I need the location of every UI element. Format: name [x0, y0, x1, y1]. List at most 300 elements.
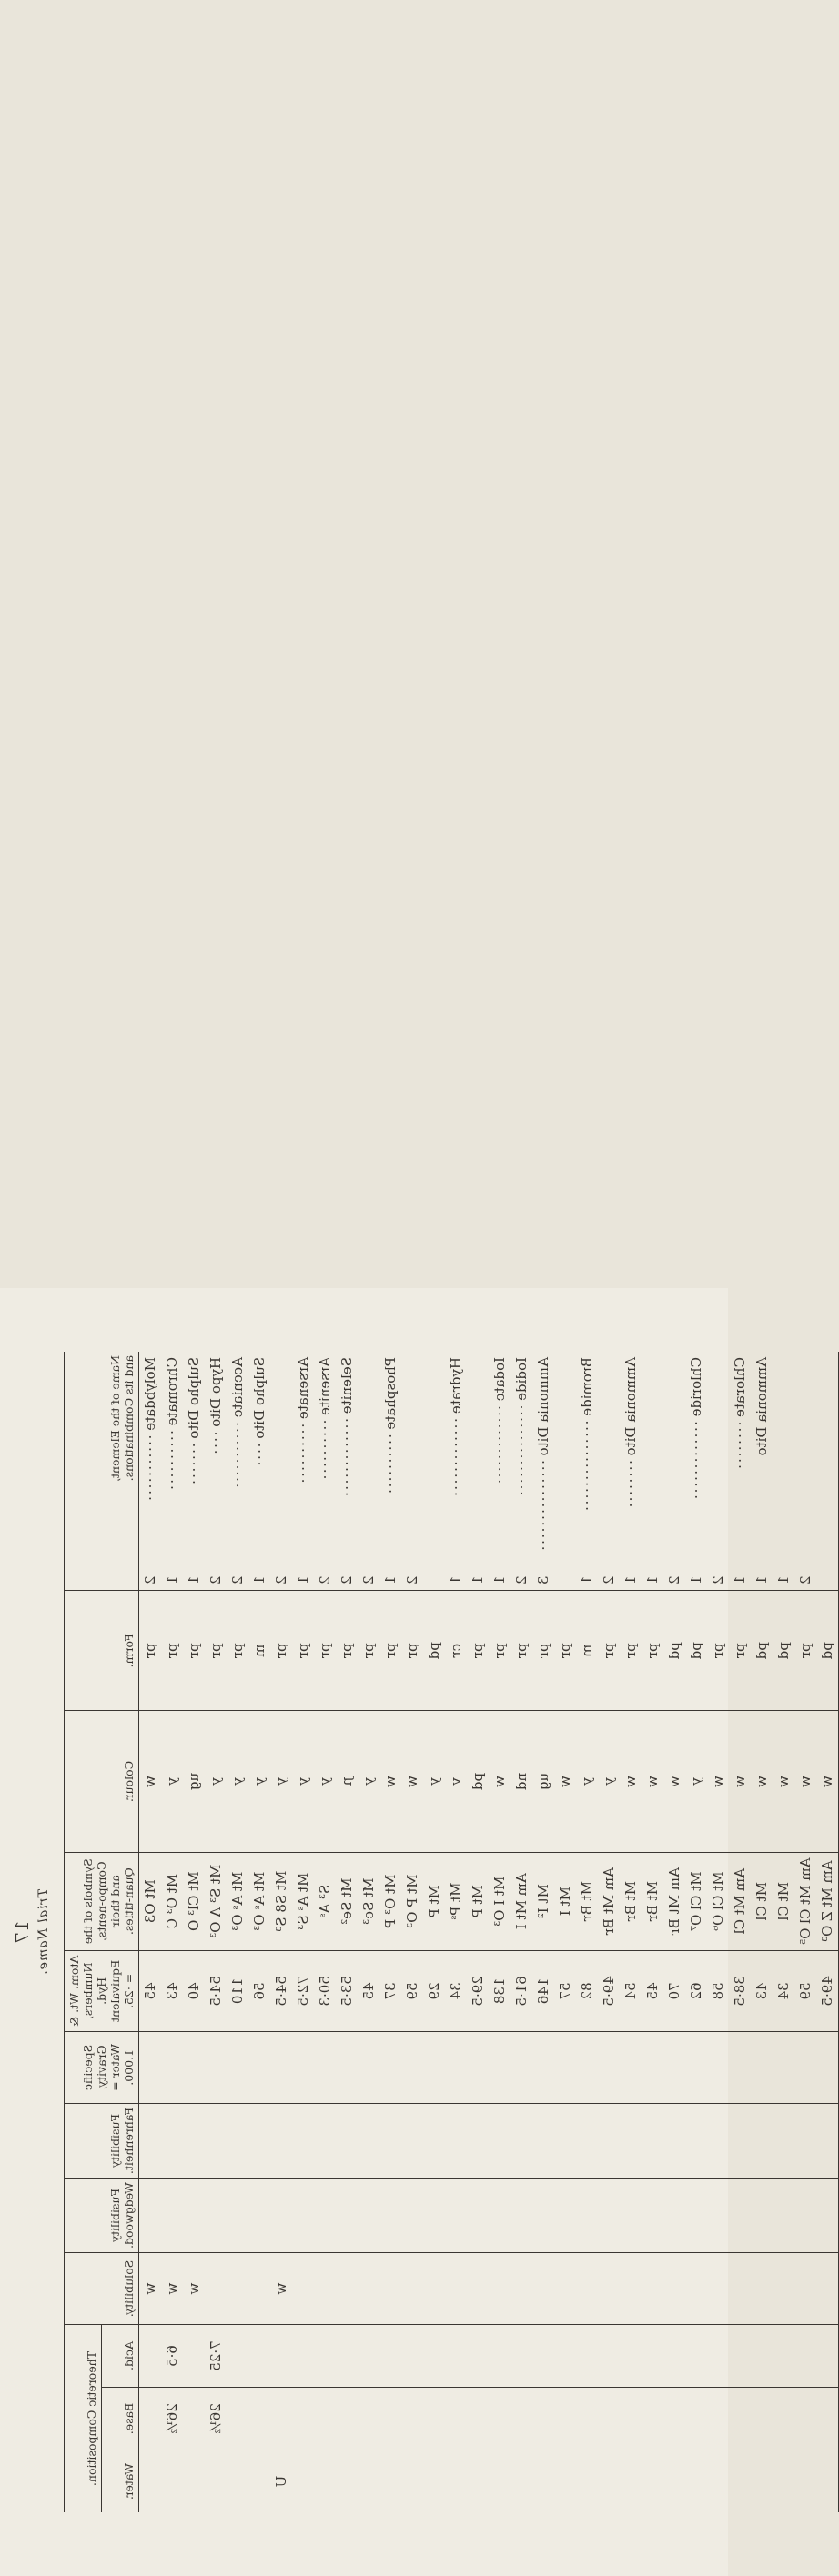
cell-acid — [532, 2325, 554, 2388]
cell-water — [227, 2450, 248, 2513]
cell-atwt: 62 — [685, 1950, 707, 2031]
cell-name — [248, 1352, 270, 1591]
cell-sg — [314, 2031, 336, 2103]
cell-symbols: Am Mt Cl O⁵ — [794, 1852, 816, 1950]
cell-acid — [685, 2325, 707, 2388]
cell-wed — [248, 2179, 270, 2253]
cell-acid — [314, 2325, 336, 2388]
cell-water — [445, 2450, 467, 2513]
cell-water — [467, 2450, 489, 2513]
cell-acid — [401, 2325, 423, 2388]
cell-atwt: 49·5 — [816, 1950, 839, 2031]
cell-symbols: Mt Br — [620, 1852, 642, 1950]
cell-fah — [598, 2103, 620, 2178]
row-name: Ammonia Dito — [753, 1357, 770, 1456]
row-name: Sulpho Dito — [251, 1357, 268, 1439]
cell-atwt: 138 — [489, 1950, 510, 2031]
cell-form: pr — [183, 1591, 205, 1711]
cell-symbols: Mt S³ A O³ — [205, 1852, 227, 1950]
cell-water — [707, 2450, 729, 2513]
cell-sg — [445, 2031, 467, 2103]
cell-sol — [576, 2253, 598, 2325]
cell-atwt: 45 — [358, 1950, 379, 2031]
cell-name — [510, 1352, 532, 1591]
cell-acid — [336, 2325, 358, 2388]
cell-base: 26½ — [161, 2388, 183, 2450]
cell-symbols: Mt I O³ — [489, 1852, 510, 1950]
cell-sg — [751, 2031, 773, 2103]
cell-colour: pd — [467, 1711, 489, 1852]
row-name: Arsenite — [317, 1357, 333, 1415]
cell-symbols: Mt I — [554, 1852, 576, 1950]
cell-name — [401, 1352, 423, 1591]
cell-base — [554, 2388, 576, 2450]
table-row — [445, 1352, 467, 2512]
cell-wed — [554, 2179, 576, 2253]
col-atomic-weight: Atom. Wt. & Numbers, Hyd. Equivalent = ·25. — [65, 1950, 139, 2031]
row-dots: ···· — [207, 1431, 224, 1456]
row-name: Arsenate — [295, 1357, 311, 1420]
table-row — [183, 1352, 205, 2512]
cell-form: pr — [489, 1591, 510, 1711]
cell-water — [314, 2450, 336, 2513]
cell-fah — [663, 2103, 685, 2178]
cell-sg — [292, 2031, 314, 2103]
row-number: 2 — [207, 1575, 224, 1585]
cell-acid — [773, 2325, 794, 2388]
cell-fah — [620, 2103, 642, 2178]
cell-wed — [598, 2179, 620, 2253]
cell-fah — [336, 2103, 358, 2178]
cell-sg — [270, 2031, 292, 2103]
cell-form: pr — [336, 1591, 358, 1711]
cell-wed — [510, 2179, 532, 2253]
cell-water — [379, 2450, 401, 2513]
cell-name — [729, 1352, 751, 1591]
cell-atwt: 50·3 — [314, 1950, 336, 2031]
cell-wed — [292, 2179, 314, 2253]
row-number: 2 — [229, 1575, 246, 1585]
cell-form: pd — [751, 1591, 773, 1711]
cell-sol — [642, 2253, 663, 2325]
cell-sg — [707, 2031, 729, 2103]
cell-acid — [139, 2325, 162, 2388]
cell-wed — [423, 2179, 445, 2253]
cell-sol — [248, 2253, 270, 2325]
cell-water — [336, 2450, 358, 2513]
row-number: 1 — [470, 1575, 486, 1585]
row-number: 1 — [732, 1575, 748, 1585]
row-number: 1 — [688, 1575, 704, 1585]
cell-base — [489, 2388, 510, 2450]
cell-name — [227, 1352, 248, 1591]
cell-sol: w — [139, 2253, 162, 2325]
cell-form: pr — [707, 1591, 729, 1711]
cell-fah — [532, 2103, 554, 2178]
cell-wed — [336, 2179, 358, 2253]
cell-sol — [205, 2253, 227, 2325]
cell-atwt: 56 — [248, 1950, 270, 2031]
cell-base — [227, 2388, 248, 2450]
cell-sol: w — [161, 2253, 183, 2325]
cell-acid — [183, 2325, 205, 2388]
cell-fah — [183, 2103, 205, 2178]
page-number: 17 — [11, 1920, 33, 1944]
cell-water — [794, 2450, 816, 2513]
cell-sg — [379, 2031, 401, 2103]
cell-colour: y — [423, 1711, 445, 1852]
cell-acid — [598, 2325, 620, 2388]
cell-acid — [270, 2325, 292, 2388]
cell-wed — [707, 2179, 729, 2253]
table-body — [139, 1352, 839, 2512]
cell-sg — [161, 2031, 183, 2103]
cell-water — [401, 2450, 423, 2513]
cell-acid — [707, 2325, 729, 2388]
cell-base — [139, 2388, 162, 2450]
cell-form: pd — [773, 1591, 794, 1711]
cell-acid — [292, 2325, 314, 2388]
cell-base — [270, 2388, 292, 2450]
cell-form: pr — [139, 1591, 162, 1711]
cell-colour: y — [685, 1711, 707, 1852]
cell-name — [685, 1352, 707, 1591]
cell-wed — [751, 2179, 773, 2253]
cell-atwt: 59 — [401, 1950, 423, 2031]
row-name: Hydrate — [448, 1357, 464, 1414]
cell-fah — [423, 2103, 445, 2178]
cell-sg — [227, 2031, 248, 2103]
row-name: Hypo Dito — [207, 1357, 224, 1427]
cell-atwt: 34 — [445, 1950, 467, 2031]
cell-wed — [576, 2179, 598, 2253]
row-dots: ············· — [339, 1417, 355, 1498]
cell-fah — [445, 2103, 467, 2178]
cell-fah — [314, 2103, 336, 2178]
cell-sol — [663, 2253, 685, 2325]
cell-base — [314, 2388, 336, 2450]
cell-water — [751, 2450, 773, 2513]
cell-water — [489, 2450, 510, 2513]
cell-symbols: Am Mt I — [510, 1852, 532, 1950]
cell-fah — [554, 2103, 576, 2178]
cell-fah — [576, 2103, 598, 2178]
cell-colour: y — [161, 1711, 183, 1852]
row-name: Selenite — [339, 1357, 355, 1414]
cell-base — [467, 2388, 489, 2450]
row-dots: ········ — [622, 1460, 639, 1510]
cell-name — [532, 1352, 554, 1591]
cell-form: pr — [227, 1591, 248, 1711]
cell-form: pr — [205, 1591, 227, 1711]
cell-sol — [620, 2253, 642, 2325]
cell-base — [642, 2388, 663, 2450]
cell-wed — [227, 2179, 248, 2253]
row-name: Bromide — [579, 1357, 595, 1416]
cell-wed — [205, 2179, 227, 2253]
cell-acid — [663, 2325, 685, 2388]
cell-form: pr — [794, 1591, 816, 1711]
table-row — [467, 1352, 489, 2512]
row-number: 1 — [622, 1575, 639, 1585]
cell-symbols: Am Mt Br — [598, 1852, 620, 1950]
cell-colour: y — [576, 1711, 598, 1852]
col-water: Water. — [102, 2450, 139, 2513]
cell-symbols: Mt Aˢ O³ — [227, 1852, 248, 1950]
col-name — [65, 1352, 139, 1591]
col-name-sub: and its Combinations. — [122, 1355, 136, 1482]
table-row — [620, 1352, 642, 2512]
row-dots: ············· — [448, 1417, 464, 1498]
row-name: Iodate — [491, 1357, 508, 1402]
cell-fah — [161, 2103, 183, 2178]
cell-fah — [401, 2103, 423, 2178]
cell-water — [773, 2450, 794, 2513]
cell-colour: w — [707, 1711, 729, 1852]
table-row — [139, 1352, 162, 2512]
cell-form: pr — [358, 1591, 379, 1711]
table-row — [423, 1352, 445, 2512]
row-dots: ·········· — [295, 1423, 311, 1485]
row-dots: ·········· — [317, 1419, 333, 1482]
cell-base — [336, 2388, 358, 2450]
table-row — [794, 1352, 816, 2512]
cell-symbols: Mt Pˢ — [445, 1852, 467, 1950]
cell-sg — [401, 2031, 423, 2103]
cell-atwt: 54·5 — [270, 1950, 292, 2031]
cell-acid — [510, 2325, 532, 2388]
table-row — [379, 1352, 401, 2512]
cell-base — [598, 2388, 620, 2450]
cell-base — [620, 2388, 642, 2450]
cell-name — [205, 1352, 227, 1591]
cell-form: pr — [292, 1591, 314, 1711]
cell-water — [510, 2450, 532, 2513]
cell-sg — [598, 2031, 620, 2103]
cell-wed — [139, 2179, 162, 2253]
cell-fah — [510, 2103, 532, 2178]
cell-sol — [773, 2253, 794, 2325]
cell-water — [358, 2450, 379, 2513]
cell-symbols: Mt P O³ — [401, 1852, 423, 1950]
cell-symbols: Mt Br — [576, 1852, 598, 1950]
row-number: 1 — [491, 1575, 508, 1585]
row-number: 2 — [339, 1575, 355, 1585]
cell-water — [816, 2450, 839, 2513]
table-row — [205, 1352, 227, 2512]
cell-atwt: 57 — [554, 1950, 576, 2031]
cell-colour: y — [270, 1711, 292, 1852]
row-name: Ammonia Dito — [622, 1357, 639, 1456]
cell-name — [379, 1352, 401, 1591]
cell-sg — [816, 2031, 839, 2103]
row-number: 1 — [382, 1575, 399, 1585]
col-base: Base. — [102, 2388, 139, 2450]
cell-sol: w — [270, 2253, 292, 2325]
cell-atwt: 110 — [227, 1950, 248, 2031]
cell-fah — [205, 2103, 227, 2178]
cell-acid — [379, 2325, 401, 2388]
cell-base — [685, 2388, 707, 2450]
row-name: Phosphate — [382, 1357, 399, 1430]
cell-base — [358, 2388, 379, 2450]
cell-wed — [663, 2179, 685, 2253]
cell-sol — [598, 2253, 620, 2325]
cell-colour: y — [292, 1711, 314, 1852]
cell-symbols: Mt O3 — [139, 1852, 162, 1950]
cell-sg — [248, 2031, 270, 2103]
cell-name — [598, 1352, 620, 1591]
cell-form: pd — [423, 1591, 445, 1711]
cell-acid — [489, 2325, 510, 2388]
cell-name — [314, 1352, 336, 1591]
cell-wed — [489, 2179, 510, 2253]
cell-atwt: 45 — [139, 1950, 162, 2031]
cell-atwt: 82 — [576, 1950, 598, 2031]
cell-colour: y — [248, 1711, 270, 1852]
row-dots: ··············· — [579, 1420, 595, 1514]
cell-symbols: Mt Aˢ O³ — [248, 1852, 270, 1950]
row-number: 1 — [295, 1575, 311, 1585]
cell-sg — [467, 2031, 489, 2103]
cell-wed — [620, 2179, 642, 2253]
cell-form: pr — [554, 1591, 576, 1711]
cell-base — [183, 2388, 205, 2450]
row-number: 2 — [601, 1575, 617, 1585]
cell-fah — [729, 2103, 751, 2178]
document-page — [0, 1288, 835, 2576]
cell-base — [707, 2388, 729, 2450]
cell-name — [161, 1352, 183, 1591]
cell-name — [794, 1352, 816, 1591]
cell-atwt: 45 — [642, 1950, 663, 2031]
cell-wed — [270, 2179, 292, 2253]
cell-colour: w — [816, 1711, 839, 1852]
col-fusibility-w: Fusibility Wedgwood. — [65, 2179, 139, 2253]
cell-sg — [532, 2031, 554, 2103]
cell-form: cr — [445, 1591, 467, 1711]
cell-sg — [685, 2031, 707, 2103]
cell-sg — [794, 2031, 816, 2103]
cell-symbols: Mt O³ P — [379, 1852, 401, 1950]
cell-base — [292, 2388, 314, 2450]
cell-acid — [248, 2325, 270, 2388]
cell-colour: w — [751, 1711, 773, 1852]
cell-acid — [554, 2325, 576, 2388]
cell-name — [620, 1352, 642, 1591]
cell-acid — [576, 2325, 598, 2388]
cell-symbols: Mt Se² — [336, 1852, 358, 1950]
cell-water — [139, 2450, 162, 2513]
cell-wed — [729, 2179, 751, 2253]
cell-sol — [729, 2253, 751, 2325]
row-dots: ··············· — [535, 1460, 551, 1553]
cell-fah — [270, 2103, 292, 2178]
cell-colour: w — [773, 1711, 794, 1852]
cell-fah — [794, 2103, 816, 2178]
cell-colour: w — [794, 1711, 816, 1852]
cell-name — [707, 1352, 729, 1591]
row-number: 2 — [710, 1575, 726, 1585]
cell-colour: w — [620, 1711, 642, 1852]
row-number: 2 — [142, 1575, 158, 1585]
cell-wed — [773, 2179, 794, 2253]
cell-acid — [642, 2325, 663, 2388]
cell-colour: v — [445, 1711, 467, 1852]
col-theoretic-composition: Theoretic Composition. — [65, 2325, 102, 2513]
cell-symbols: Am Mt Cl — [729, 1852, 751, 1950]
cell-symbols: Am Mt Br — [663, 1852, 685, 1950]
cell-sol — [751, 2253, 773, 2325]
cell-name — [576, 1352, 598, 1591]
cell-base — [532, 2388, 554, 2450]
table-row — [751, 1352, 773, 2512]
cell-colour: w — [139, 1711, 162, 1852]
cell-water — [576, 2450, 598, 2513]
cell-wed — [642, 2179, 663, 2253]
table-row — [729, 1352, 751, 2512]
cell-symbols: Mt Cl O⁶ — [707, 1852, 729, 1950]
cell-acid — [227, 2325, 248, 2388]
cell-sg — [489, 2031, 510, 2103]
cell-water — [292, 2450, 314, 2513]
table-row — [642, 1352, 663, 2512]
row-name: Iodide — [513, 1357, 530, 1401]
cell-sol — [445, 2253, 467, 2325]
cell-colour: y — [358, 1711, 379, 1852]
cell-sg — [423, 2031, 445, 2103]
cell-sol — [685, 2253, 707, 2325]
cell-atwt: 29·5 — [467, 1950, 489, 2031]
cell-base — [576, 2388, 598, 2450]
row-dots: ···· — [251, 1443, 268, 1468]
cell-sg — [576, 2031, 598, 2103]
cell-name — [358, 1352, 379, 1591]
cell-sol — [227, 2253, 248, 2325]
row-name: Chlorate — [732, 1357, 748, 1417]
table-row — [358, 1352, 379, 2512]
row-name: Aceniate — [229, 1357, 246, 1418]
cell-sol: w — [183, 2253, 205, 2325]
cell-acid — [358, 2325, 379, 2388]
row-dots: ············· — [491, 1405, 508, 1486]
table-row — [336, 1352, 358, 2512]
table-row — [685, 1352, 707, 2512]
cell-sol — [401, 2253, 423, 2325]
cell-symbols: Mt Cl — [773, 1852, 794, 1950]
cell-sol — [358, 2253, 379, 2325]
cell-base — [729, 2388, 751, 2450]
cell-fah — [773, 2103, 794, 2178]
row-name: Chloride — [688, 1357, 704, 1417]
table-row — [598, 1352, 620, 2512]
cell-fah — [642, 2103, 663, 2178]
cell-colour: w — [642, 1711, 663, 1852]
cell-form: pr — [314, 1591, 336, 1711]
cell-wed — [816, 2179, 839, 2253]
row-name: Chromate — [164, 1357, 180, 1426]
cell-fah — [816, 2103, 839, 2178]
cell-water — [620, 2450, 642, 2513]
cell-fah — [292, 2103, 314, 2178]
cell-name — [139, 1352, 162, 1591]
cell-base — [751, 2388, 773, 2450]
col-colour: Colour. — [65, 1711, 139, 1852]
cell-atwt: 53·5 — [336, 1950, 358, 2031]
cell-symbols: Mt Cl — [751, 1852, 773, 1950]
cell-colour: y — [314, 1711, 336, 1852]
row-number: 2 — [797, 1575, 814, 1585]
